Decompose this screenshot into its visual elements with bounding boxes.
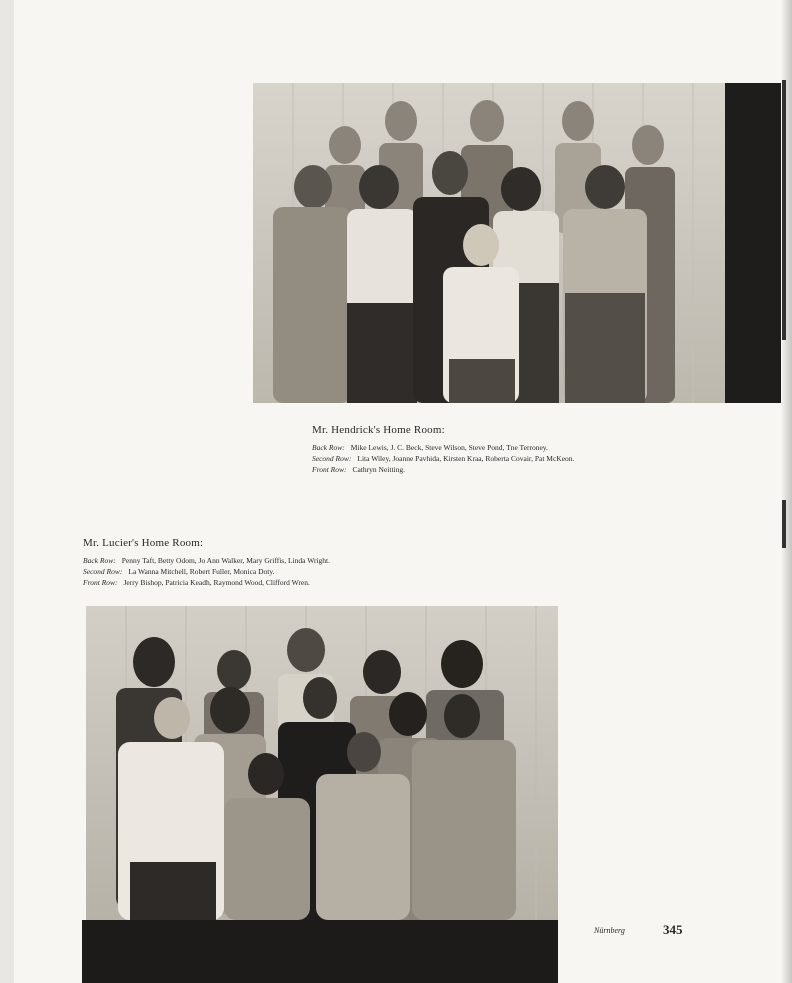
- page-number: 345: [663, 922, 683, 937]
- caption-row-front: [312, 464, 574, 475]
- binding-shadow: [782, 500, 786, 548]
- lucier-caption-title: Mr. Lucier's Home Room:: [83, 537, 204, 549]
- caption-row-second: [312, 453, 574, 464]
- hendrick-caption-title: Mr. Hendrick's Home Room:: [312, 424, 445, 436]
- caption-row-back: [83, 555, 330, 566]
- lucier-caption: [83, 537, 330, 588]
- row-names: Penny Taft, Betty Odom, Jo Ann Walker, Mary Griffis, Linda Wright.: [121, 556, 331, 565]
- photo-dark-border-bottom: [82, 920, 558, 983]
- row-names: Cathryn Neitting.: [352, 465, 406, 474]
- photo-dark-border-right: [725, 83, 781, 403]
- footer-label: Nürnberg: [594, 926, 625, 935]
- row-label: Front Row:: [83, 578, 118, 587]
- caption-row-second: [83, 566, 330, 577]
- caption-row-back: [312, 442, 574, 453]
- row-names: Jerry Bishop, Patricia Keadh, Raymond Wood, Clifford Wren.: [123, 578, 310, 587]
- caption-row-front: [83, 577, 330, 588]
- row-label: Back Row:: [83, 556, 116, 565]
- row-label: Back Row:: [312, 443, 345, 452]
- row-label: Front Row:: [312, 465, 347, 474]
- binding-shadow: [782, 80, 786, 340]
- row-names: Mike Lewis, J. C. Beck, Steve Wilson, Steve Pond, Tne Terroney.: [350, 443, 548, 452]
- lucier-homeroom-photo: [86, 606, 558, 920]
- row-label: Second Row:: [312, 454, 352, 463]
- row-label: Second Row:: [83, 567, 123, 576]
- row-names: Lita Wiley, Joanne Pavhida, Kirsten Kraa, Roberta Covair, Pat McKeon.: [357, 454, 575, 463]
- hendrick-caption: [312, 424, 574, 475]
- hendrick-homeroom-photo: [253, 83, 725, 403]
- row-names: La Wanna Mitchell, Robert Fuller, Monica Doty.: [128, 567, 275, 576]
